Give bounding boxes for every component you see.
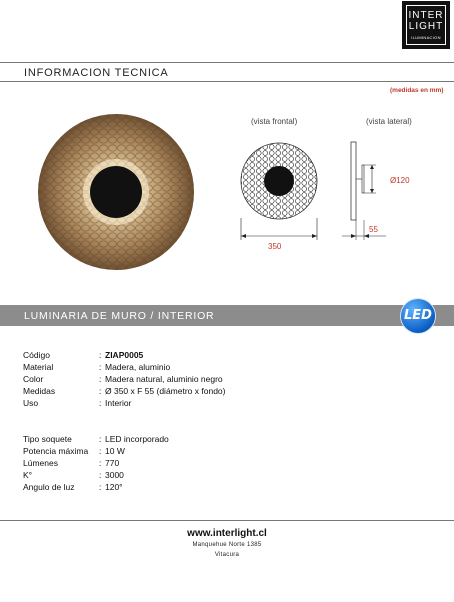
spec-value: 770	[105, 458, 120, 468]
spec-colon: :	[99, 386, 102, 396]
spec-row	[23, 458, 323, 470]
led-badge-label: LED	[404, 308, 432, 323]
product-photo	[36, 112, 196, 272]
logo-line-1: INTER	[408, 10, 444, 21]
spec-key: K°	[23, 470, 33, 480]
front-view-label: (vista frontal)	[251, 117, 298, 126]
spec-key: Tipo soquete	[23, 434, 72, 444]
units-note: (medidas en mm)	[390, 87, 444, 94]
spec-row	[23, 386, 323, 398]
spec-value: 10 W	[105, 446, 125, 456]
spec-row	[23, 362, 323, 374]
spec-key: Color	[23, 374, 44, 384]
logo-line-2: LIGHT	[408, 21, 444, 32]
spec-colon: :	[99, 362, 102, 372]
spec-colon: :	[99, 374, 102, 384]
city-text: Vitacura	[214, 552, 240, 558]
spec-key: Código	[23, 350, 50, 360]
spec-value: Madera natural, aluminio negro	[105, 374, 223, 384]
spec-value: Ø 350 x F 55 (diámetro x fondo)	[105, 386, 226, 396]
spec-row	[23, 446, 323, 458]
spec-value: Madera, aluminio	[105, 362, 171, 372]
side-view-drawing	[338, 138, 388, 242]
website-link[interactable]: www.interlight.cl	[187, 528, 267, 539]
spec-key: Medidas	[23, 386, 56, 396]
depth-dimension: 55	[369, 225, 378, 234]
spec-colon: :	[99, 446, 102, 456]
spec-colon: :	[99, 350, 102, 360]
brand-logo	[402, 1, 450, 49]
front-view-drawing	[236, 138, 324, 242]
diameter-dimension: Ø120	[390, 176, 410, 185]
spec-value: Interior	[105, 398, 132, 408]
category-title: LUMINARIA DE MURO / INTERIOR	[24, 310, 215, 322]
spec-key: Potencia máxima	[23, 446, 89, 456]
spec-colon: :	[99, 434, 102, 444]
spec-value: 120°	[105, 482, 123, 492]
spec-colon: :	[99, 482, 102, 492]
spec-value: 3000	[105, 470, 124, 480]
led-badge-icon	[401, 299, 435, 333]
spec-colon: :	[99, 458, 102, 468]
side-view-label: (vista lateral)	[366, 117, 412, 126]
width-dimension: 350	[268, 242, 282, 251]
spec-key: Lúmenes	[23, 458, 58, 468]
footer-rule	[0, 520, 454, 521]
category-banner	[0, 305, 454, 326]
spec-row	[23, 470, 323, 482]
address-text: Manquehue Norte 1385	[192, 542, 262, 548]
spec-key: Uso	[23, 398, 39, 408]
page-title: INFORMACION TECNICA	[24, 67, 169, 79]
spec-row	[23, 482, 323, 494]
logo-line-3: ILUMINACION	[411, 35, 441, 40]
product-code: ZIAP0005	[105, 350, 144, 360]
header-top-rule	[0, 62, 454, 63]
spec-row	[23, 350, 323, 362]
product-center-disc	[90, 166, 142, 218]
spec-row	[23, 434, 323, 446]
spec-key: Angulo de luz	[23, 482, 75, 492]
spec-row	[23, 398, 323, 410]
spec-colon: :	[99, 398, 102, 408]
spec-colon: :	[99, 470, 102, 480]
spec-value: LED incorporado	[105, 434, 169, 444]
header-bottom-rule	[0, 81, 454, 82]
spec-key: Material	[23, 362, 54, 372]
spec-row	[23, 374, 323, 386]
